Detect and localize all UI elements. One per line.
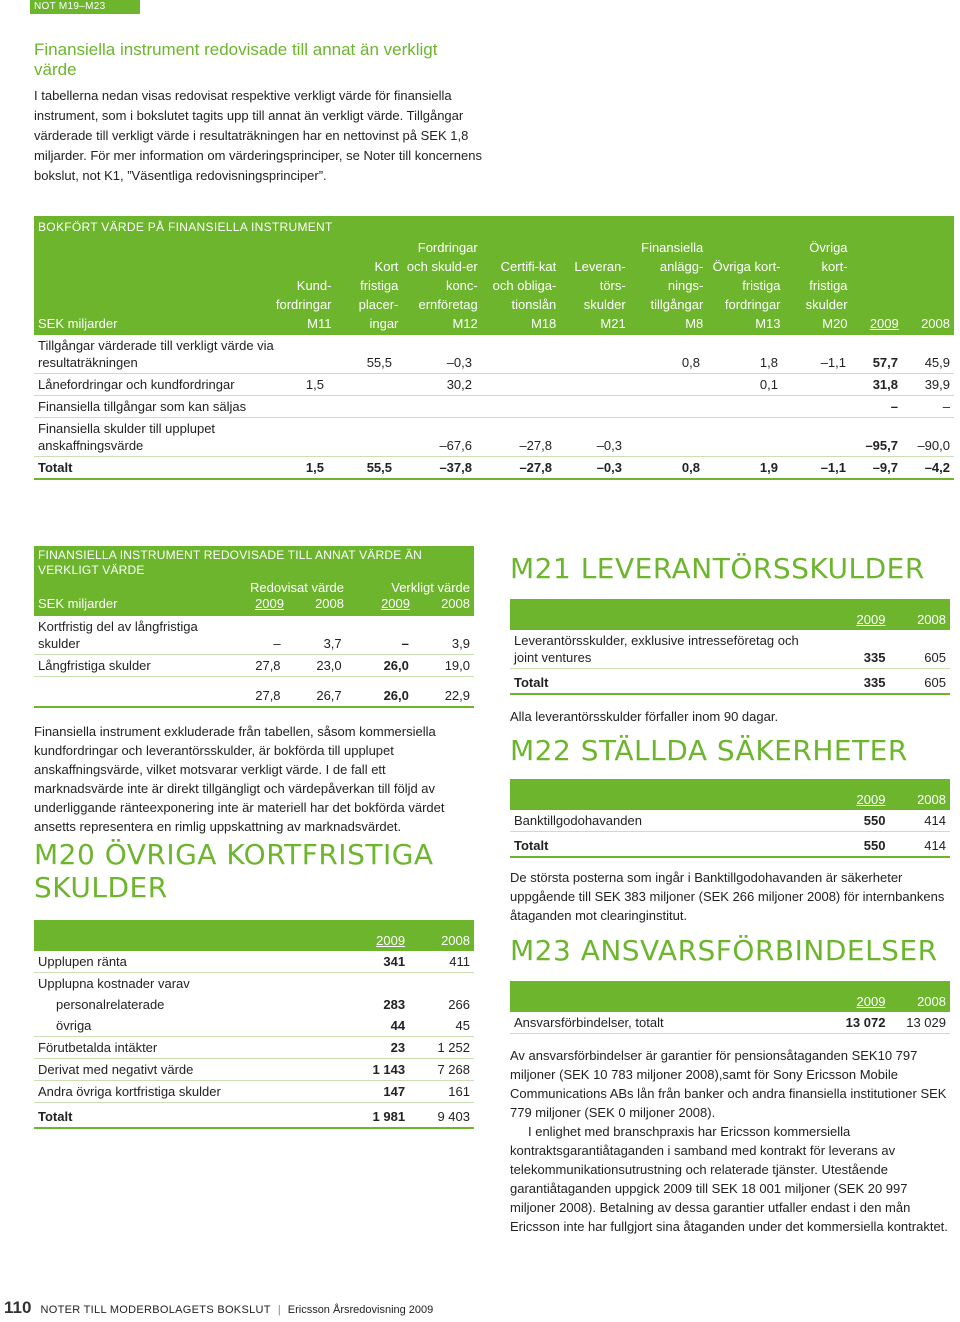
row-label: Finansiella tillgångar som kan säljas (34, 396, 282, 418)
column-label: Certifi-kat och obliga-tionslån (492, 259, 557, 312)
table-cell (409, 973, 474, 995)
table-cell (556, 396, 626, 418)
table-row (34, 374, 954, 396)
table-cell (338, 973, 409, 995)
column-note: M11 (307, 316, 332, 331)
row-label: Ansvarsförbindelser, totalt (510, 1012, 819, 1034)
table-cell: –1,1 (782, 335, 850, 374)
m21-table (510, 599, 950, 695)
row-label: Andra övriga kortfristiga skulder (34, 1081, 338, 1103)
footer-section: NOTER TILL MODERBOLAGETS BOKSLUT (40, 1304, 271, 1316)
table-cell: –27,8 (476, 418, 556, 457)
row-label: Förutbetalda intäkter (34, 1037, 338, 1059)
table-cell: 55,5 (328, 335, 396, 374)
column-header (482, 238, 561, 335)
year-col: 2008 (889, 599, 950, 630)
unit-label: SEK miljarder (38, 316, 118, 331)
fi-table-body (34, 616, 474, 708)
total-label: Totalt (510, 669, 819, 695)
table-cell: –95,7 (850, 418, 902, 457)
table-cell (476, 374, 556, 396)
table-header-row (34, 920, 474, 951)
column-note: M13 (755, 316, 781, 331)
table-row (34, 951, 474, 973)
table-cell (556, 335, 626, 374)
total-row (34, 1103, 474, 1129)
table-cell (626, 418, 704, 457)
page-footer (0, 1298, 960, 1318)
row-label: Upplupna kostnader varav (38, 976, 190, 991)
table-row (510, 630, 950, 669)
column-note: M18 (530, 316, 557, 331)
total-row (34, 457, 954, 480)
table-row (510, 1012, 950, 1034)
table-cell (282, 418, 328, 457)
financial-instruments-table (34, 216, 954, 480)
table-cell: 0,1 (704, 374, 782, 396)
fi-table-block (34, 546, 474, 836)
table-row (34, 1081, 474, 1103)
m23-table (510, 981, 950, 1034)
year-col: 2008 (409, 920, 474, 951)
table-cell (626, 396, 704, 418)
total-row (510, 832, 950, 858)
total-cell: 27,8 (244, 677, 285, 708)
year-col: 2008 (441, 596, 470, 611)
column-label: Övriga kort-fristiga fordringar (712, 259, 781, 312)
row-label: Derivat med negativt värde (34, 1059, 338, 1081)
total-cell: 9 403 (409, 1103, 474, 1129)
table-cell: –0,3 (556, 418, 626, 457)
table-cell: 3,7 (285, 616, 346, 655)
total-cell: 1,9 (704, 457, 782, 480)
total-label (34, 677, 244, 708)
table-cell (328, 418, 396, 457)
column-header (903, 238, 954, 335)
row-label: Kortfristig del av långfristiga skulder (34, 616, 244, 655)
total-cell: –1,1 (782, 457, 850, 480)
table-cell: – (850, 396, 902, 418)
total-cell: 0,8 (626, 457, 704, 480)
table-cell: 550 (819, 810, 890, 832)
total-cell: –27,8 (476, 457, 556, 480)
m23-title: M23 ANSVARSFÖRBINDELSER (510, 934, 938, 967)
table-header-block (34, 216, 954, 335)
total-cell: 605 (889, 669, 950, 695)
row-label: övriga (34, 1015, 338, 1037)
year-col: 2009 (819, 779, 890, 810)
m20-section (34, 838, 474, 1129)
column-label: Kort fristiga placer-ingar (358, 259, 399, 331)
table-cell (282, 396, 328, 418)
year-col: 2008 (315, 596, 344, 611)
column-header (630, 238, 708, 335)
table-cell: 39,9 (902, 374, 954, 396)
m22-note: De största posterna som ingår i Banktillgodohavanden är säkerheter uppgående till SEK 383 miljoner (SEK 266 miljoner 2008) för internbankens åtaganden mot clearinginstitut. (510, 870, 945, 923)
table-cell: 13 029 (889, 1012, 950, 1034)
table-cell: 7 268 (409, 1059, 474, 1081)
table-cell: 45,9 (902, 335, 954, 374)
m21-section (510, 552, 950, 726)
year-col: 2008 (889, 981, 950, 1012)
header-spacer (510, 599, 819, 630)
table-cell: 411 (409, 951, 474, 973)
column-label: Finansiella anlägg-nings-tillgångar (641, 240, 704, 312)
row-label: Finansiella skulder till upplupet anskaffningsvärde (34, 418, 282, 457)
column-header (560, 238, 629, 335)
row-label: Långfristiga skulder (34, 655, 244, 677)
total-label: Totalt (510, 832, 819, 858)
table-cell: 45 (409, 1015, 474, 1037)
table-cell: 414 (889, 810, 950, 832)
table-cell: 1,8 (704, 335, 782, 374)
total-row (34, 677, 474, 708)
row-label: Lånefordringar och kundfordringar (34, 374, 282, 396)
total-cell: 55,5 (328, 457, 396, 480)
table-cell (626, 374, 704, 396)
table-cell: 1 252 (409, 1037, 474, 1059)
table-header-row (510, 981, 950, 1012)
table-cell (704, 396, 782, 418)
table-caption: BOKFÖRT VÄRDE PÅ FINANSIELLA INSTRUMENT (38, 220, 333, 234)
year-col: 2008 (889, 779, 950, 810)
table-cell: –90,0 (902, 418, 954, 457)
total-cell: 550 (819, 832, 890, 858)
table-cell (396, 396, 476, 418)
table-cell: 1 143 (338, 1059, 409, 1081)
column-header (402, 238, 481, 335)
column-header (335, 238, 402, 335)
table-cell (782, 418, 850, 457)
table-cell: 44 (338, 1015, 409, 1037)
column-note: M8 (685, 316, 704, 331)
row-label: Leverantörsskulder, exklusive intresseföretag och joint ventures (510, 630, 819, 669)
table-row (510, 810, 950, 832)
table-cell: 26,0 (346, 655, 413, 677)
row-label: personalrelaterade (56, 997, 165, 1012)
total-label: Totalt (34, 1103, 338, 1129)
header-spacer (510, 981, 819, 1012)
column-header (707, 238, 784, 335)
table-cell (782, 396, 850, 418)
table-cell: –0,3 (396, 335, 476, 374)
year-col: 2009 (381, 596, 410, 611)
header-spacer (34, 920, 338, 951)
table-cell: 30,2 (396, 374, 476, 396)
table-row (34, 994, 474, 1015)
total-cell: 22,9 (413, 677, 474, 708)
table-cell (782, 374, 850, 396)
total-cell: –0,3 (556, 457, 626, 480)
table-row (34, 1059, 474, 1081)
m21-title: M21 LEVERANTÖRSSKULDER (510, 552, 925, 585)
m20-table (34, 920, 474, 1129)
table-row (34, 418, 954, 457)
column-label: Fordringar och skuld-er konc-ernföretag (406, 240, 478, 312)
column-note: M20 (822, 316, 848, 331)
fi-table-caption: FINANSIELLA INSTRUMENT REDOVISADE TILL ANNAT VÄRDE ÄN VERKLIGT VÄRDE (38, 548, 423, 577)
total-cell: –9,7 (850, 457, 902, 480)
table-header-row (510, 779, 950, 810)
table-cell: – (346, 616, 413, 655)
table-cell: 27,8 (244, 655, 285, 677)
table-cell: 0,8 (626, 335, 704, 374)
column-header (272, 238, 336, 335)
m22-section (510, 734, 950, 925)
table-cell: – (244, 616, 285, 655)
column-note: M21 (600, 316, 626, 331)
total-cell: –4,2 (902, 457, 954, 480)
total-row (510, 669, 950, 695)
table-cell (556, 374, 626, 396)
fi-note: Finansiella instrument exkluderade från tabellen, såsom kommersiella kundfordringar och leverantörsskulder, är bokförda till upplupet anskaffningsvärde, vilket motsvarar verkligt värde. I de fall ett marknadsvärde inte är direkt tillgängligt och värdepåverkan till följd av underliggande ränteexponering inte är materiell har det bokförda värdet ansetts representera en rimlig uppskattning av marknadsvärdet. (34, 724, 445, 834)
table-cell: 31,8 (850, 374, 902, 396)
table-header-row (510, 599, 950, 630)
table-row (34, 1037, 474, 1059)
table-cell: 605 (889, 630, 950, 669)
table-body (34, 335, 954, 480)
total-cell: 26,7 (285, 677, 346, 708)
table-cell: 3,9 (413, 616, 474, 655)
column-label: Leveran-törs-skulder (574, 259, 626, 312)
table-row (34, 396, 954, 418)
m23-section (510, 934, 950, 1236)
table-cell: 57,7 (850, 335, 902, 374)
year-col: 2009 (819, 981, 890, 1012)
intro-title: Finansiella instrument redovisade till annat än verkligt värde (34, 40, 438, 79)
page-number: 110 (4, 1298, 32, 1317)
table-cell: 341 (338, 951, 409, 973)
table-cell: 147 (338, 1081, 409, 1103)
column-label: 2009 (869, 316, 899, 331)
table-cell: – (902, 396, 954, 418)
column-header (785, 238, 852, 335)
m23-note-2: I enlighet med branschpraxis har Ericsson kommersiella kontraktsgarantiåtaganden i samband med kontrakt för leverans av telekommunikationsutrustning och relaterade tjänster. Utestående garantiåtaganden uppgick 2009 till SEK 18 001 miljoner (SEK 20 997 miljoner 2008). Betalning av dessa garantier utfaller endast i den mån Ericsson inte har fullgjort sina åtaganden under det kommersiella kontraktet. (510, 1124, 948, 1234)
table-header-row (34, 238, 954, 335)
group-label-fair: Verkligt värde (391, 580, 470, 595)
table-cell (282, 335, 328, 374)
table-cell: 335 (819, 630, 890, 669)
table-row (34, 616, 474, 655)
total-cell: 26,0 (346, 677, 413, 708)
total-cell: 335 (819, 669, 890, 695)
table-cell: 23,0 (285, 655, 346, 677)
m21-note: Alla leverantörsskulder förfaller inom 90 dagar. (510, 709, 779, 724)
fi-table-header (34, 546, 474, 616)
total-cell: 1 981 (338, 1103, 409, 1129)
total-cell: 414 (889, 832, 950, 858)
table-cell (704, 418, 782, 457)
table-row (34, 973, 474, 995)
column-label: Kund-fordringar (275, 278, 332, 312)
table-cell (476, 396, 556, 418)
table-cell (328, 396, 396, 418)
row-label: Tillgångar värderade till verkligt värde via resultaträkningen (34, 335, 282, 374)
header-spacer (510, 779, 819, 810)
m23-note-1: Av ansvarsförbindelser är garantier för pensionsåtaganden SEK10 797 miljoner (SEK 10 783 miljoner 2008),samt för Sony Ericsson Mobile Communications ABs lån från banker och andra finansiella institutioner SEK 779 miljoner (SEK 0 miljoner 2008). (510, 1048, 947, 1120)
total-cell: –37,8 (396, 457, 476, 480)
table-row (34, 1015, 474, 1037)
row-label: Banktillgodohavanden (510, 810, 819, 832)
table-cell: 283 (383, 997, 406, 1012)
table-row (34, 655, 474, 677)
table-cell: 266 (448, 997, 470, 1012)
row-label: Upplupen ränta (34, 951, 338, 973)
table-cell: 13 072 (819, 1012, 890, 1034)
footer-separator: | (277, 1304, 281, 1316)
year-col: 2009 (338, 920, 409, 951)
group-label-book: Redovisat värde (250, 580, 344, 595)
year-col: 2009 (819, 599, 890, 630)
intro-text: I tabellerna nedan visas redovisat respektive verkligt värde för finansiella instrument, som i bokslutet tagits upp till annat än verkligt värde. Tillgångar värderade till verkligt värde i resultaträkningen har en nettovinst på SEK 1,8 miljarder. För mer information om värderingsprinciper, se Noter till koncernens bokslut, not K1, ”Väsentliga redovisningsprinciper”. (34, 88, 482, 183)
column-label: 2008 (921, 316, 950, 331)
m20-title: M20 ÖVRIGA KORTFRISTIGA SKULDER (34, 838, 434, 904)
table-cell: –67,6 (396, 418, 476, 457)
table-cell: 19,0 (413, 655, 474, 677)
m22-title: M22 STÄLLDA SÄKERHETER (510, 734, 908, 767)
column-header (852, 238, 903, 335)
table-cell (328, 374, 396, 396)
column-label: Övriga kort-fristiga skulder (805, 240, 848, 312)
table-row (34, 335, 954, 374)
table-cell: 1,5 (282, 374, 328, 396)
footer-publication: Ericsson Årsredovisning 2009 (287, 1304, 434, 1316)
table-cell: 23 (338, 1037, 409, 1059)
table-cell (476, 335, 556, 374)
year-col: 2009 (255, 596, 284, 611)
total-cell: 1,5 (282, 457, 328, 480)
total-label: Totalt (34, 457, 282, 480)
m22-table (510, 779, 950, 858)
column-note: M12 (452, 316, 478, 331)
unit-label: SEK miljarder (38, 596, 118, 611)
table-cell: 161 (409, 1081, 474, 1103)
section-tag: NOT M19–M23 (30, 0, 140, 14)
